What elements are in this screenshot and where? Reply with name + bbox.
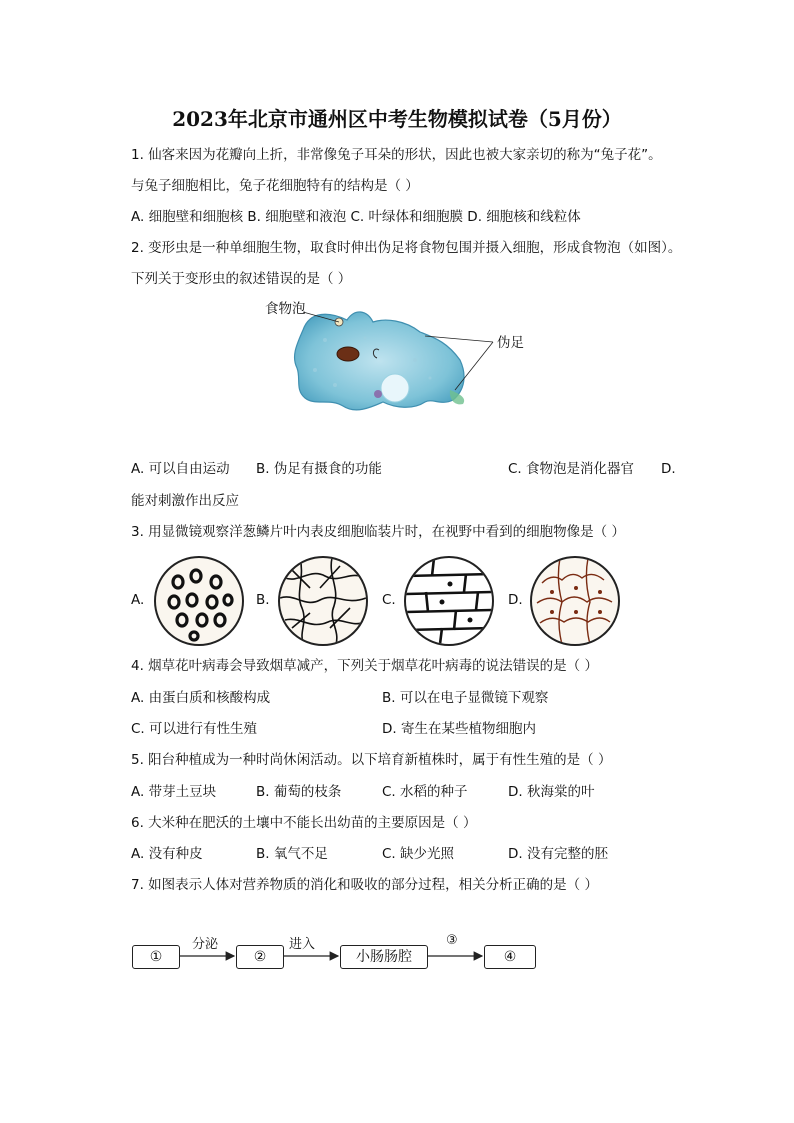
q5-option-c: C. 水稻的种子 [382, 784, 468, 800]
q2-option-b: B. 伪足有摄食的功能 [256, 461, 382, 477]
q2-option-d: D. [661, 461, 676, 477]
q3-option-d-label: D. [508, 592, 523, 608]
q3-stem: 3. 用显微镜观察洋葱鳞片叶内表皮细胞临装片时，在视野中看到的细胞物像是（ ） [131, 524, 625, 540]
q4-option-d: D. 寄生在某些植物细胞内 [382, 721, 536, 737]
micrograph-a [154, 556, 244, 646]
q6-option-c: C. 缺少光照 [382, 846, 455, 862]
food-item [337, 347, 359, 361]
micrograph-b [278, 556, 368, 646]
flow-box-4: ④ [484, 945, 536, 969]
flow-box-1: ① [132, 945, 180, 969]
q2-option-d-text: 能对刺激作出反应 [131, 493, 239, 509]
flow-box-3: 小肠肠腔 [340, 945, 428, 969]
flow-box-2: ② [236, 945, 284, 969]
q1-stem-line1: 1. 仙客来因为花瓣向上折，非常像兔子耳朵的形状，因此也被大家亲切的称为“兔子花”。 [131, 147, 662, 163]
q3-option-a-label: A. [131, 592, 145, 608]
q3-option-b-label: B. [256, 592, 270, 608]
flow-label-3: ③ [446, 933, 458, 948]
nucleus [381, 374, 409, 402]
q5-option-a: A. 带芽土豆块 [131, 784, 217, 800]
q1-options: A. 细胞壁和细胞核 B. 细胞壁和液泡 C. 叶绿体和细胞膜 D. 细胞核和线粒体 [131, 209, 581, 225]
q2-option-c: C. 食物泡是消化器官 [508, 461, 635, 477]
q6-option-d: D. 没有完整的胚 [508, 846, 608, 862]
page-title: 2023年北京市通州区中考生物模拟试卷（5月份） [172, 107, 622, 131]
q7-stem: 7. 如图表示人体对营养物质的消化和吸收的部分过程，相关分析正确的是（ ） [131, 877, 598, 893]
q3-option-c-label: C. [382, 592, 396, 608]
q5-option-d: D. 秋海棠的叶 [508, 784, 595, 800]
q5-stem: 5. 阳台种植成为一种时尚休闲活动。以下培育新植株时，属于有性生殖的是（ ） [131, 752, 612, 768]
q4-option-b: B. 可以在电子显微镜下观察 [382, 690, 549, 706]
label-food-vacuole: 食物泡 [265, 301, 306, 317]
q1-stem-line2: 与兔子细胞相比，兔子花细胞特有的结构是（ ） [131, 178, 419, 194]
flow-label-enter: 进入 [289, 937, 316, 952]
label-pseudopod: 伪足 [497, 335, 524, 351]
q2-option-a: A. 可以自由运动 [131, 461, 230, 477]
micrograph-c [404, 556, 494, 646]
micrograph-d [530, 556, 620, 646]
q6-option-a: A. 没有种皮 [131, 846, 203, 862]
q6-option-b: B. 氧气不足 [256, 846, 328, 862]
q4-option-a: A. 由蛋白质和核酸构成 [131, 690, 271, 706]
q4-option-c: C. 可以进行有性生殖 [131, 721, 258, 737]
flow-label-secrete: 分泌 [192, 937, 219, 952]
q2-stem-line2: 下列关于变形虫的叙述错误的是（ ） [131, 271, 352, 287]
q5-option-b: B. 葡萄的枝条 [256, 784, 342, 800]
q2-stem-line1: 2. 变形虫是一种单细胞生物，取食时伸出伪足将食物包围并摄入细胞，形成食物泡（如图）。 [131, 240, 682, 256]
q4-stem: 4. 烟草花叶病毒会导致烟草减产，下列关于烟草花叶病毒的说法错误的是（ ） [131, 658, 598, 674]
contractile-vacuole [374, 390, 382, 398]
q6-stem: 6. 大米种在肥沃的土壤中不能长出幼苗的主要原因是（ ） [131, 815, 477, 831]
